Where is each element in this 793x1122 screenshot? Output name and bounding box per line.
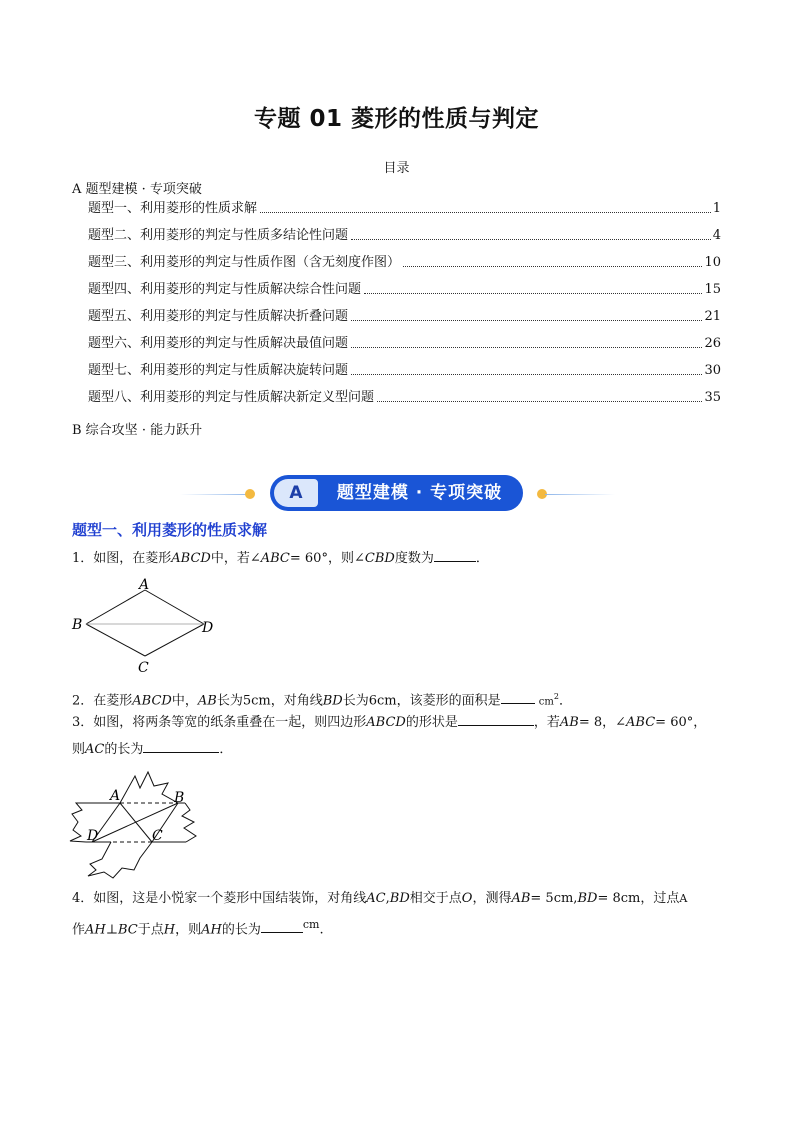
- toc-entry[interactable]: [88, 308, 721, 326]
- toc-entry-leader: [260, 212, 711, 213]
- q2-text: 2．在菱形: [72, 693, 133, 709]
- question-1: [72, 548, 722, 570]
- toc-entry-label: 题型七、利用菱形的判定与性质解决旋转问题: [88, 363, 349, 378]
- toc-entry[interactable]: [88, 389, 721, 407]
- q3-text: 则: [72, 742, 86, 757]
- toc-entry[interactable]: [88, 254, 721, 272]
- q4-math-ac: AC: [366, 891, 386, 906]
- q2-math-abcd: ABCD: [132, 693, 172, 709]
- q3-answer-blank-ac[interactable]: [143, 740, 219, 753]
- toc-heading: 目录: [383, 161, 410, 176]
- q1-label-c: C: [138, 660, 149, 676]
- toc-entry[interactable]: [88, 281, 721, 299]
- q3-text: 的形状是: [405, 715, 458, 730]
- q4-perp: ⊥: [105, 922, 118, 938]
- q3-text: ，若: [533, 715, 560, 730]
- type-heading: 题型一、利用菱形的性质求解: [72, 521, 268, 539]
- q4-math-bc: BC: [117, 922, 138, 938]
- toc-entry-leader: [351, 374, 702, 375]
- toc-entry[interactable]: [88, 200, 721, 218]
- q2-math-ab: AB: [197, 693, 217, 709]
- q1-rhombus-figure: [68, 576, 228, 676]
- q1-edge-ab: [86, 590, 145, 624]
- q1-text: 中，若: [210, 551, 250, 566]
- q1-edge-dc: [145, 624, 204, 656]
- q4-text: 4．如图，这是小悦家一个菱形中国结装饰，对角线: [72, 891, 367, 906]
- q1-answer-blank[interactable]: [434, 549, 476, 562]
- q1-label-a: A: [139, 577, 150, 593]
- q1-text: 度数为: [394, 551, 434, 566]
- q3-label-c: C: [152, 828, 163, 844]
- q3-strip-right-edge: [182, 803, 196, 842]
- q4-text: 作: [72, 922, 86, 938]
- q1-label-d: D: [202, 620, 214, 636]
- q3-text: ，: [602, 715, 616, 730]
- q1-edge-ad: [145, 590, 204, 624]
- banner-badge: A: [274, 479, 318, 507]
- q1-label-b: B: [72, 617, 83, 633]
- q3-text: 3．如图，将两条等宽的纸条重叠在一起，则四边形: [72, 715, 367, 730]
- question-3: [72, 712, 722, 734]
- q4-text: ，过点: [640, 891, 680, 906]
- q4-value-ab: = 5cm,: [530, 891, 578, 906]
- q3-label-b: B: [174, 790, 185, 806]
- q1-math-value: = 60°: [289, 551, 328, 566]
- q2-value-ab: 5cm: [242, 693, 271, 709]
- q4-text: ，测得: [472, 891, 512, 906]
- q4-math-bd-2: BD: [577, 891, 598, 906]
- toc-entry[interactable]: [88, 362, 721, 380]
- toc-entry-page: 30: [704, 363, 721, 378]
- q4-text: .: [319, 922, 324, 938]
- toc-entry-page: 21: [704, 309, 721, 324]
- q4-math-o: O: [461, 891, 473, 906]
- q4-unit: cm: [302, 918, 320, 931]
- toc-entry-leader: [351, 320, 702, 321]
- banner-line-right: [545, 494, 615, 495]
- toc-entry[interactable]: [88, 335, 721, 353]
- q4-text: ，则: [175, 922, 202, 938]
- question-3-line-2: [72, 739, 722, 761]
- q3-math-angle: ∠ABC: [615, 715, 656, 730]
- toc-entry-leader: [364, 293, 702, 294]
- q3-strip-bottom-edge: [88, 842, 152, 878]
- toc-entry-page: 4: [712, 228, 721, 243]
- q2-value-bd: 6cm: [368, 693, 397, 709]
- q3-answer-blank-shape[interactable]: [458, 713, 534, 726]
- q3-strip-top-edge: [120, 772, 178, 803]
- q2-text: 中，: [171, 693, 198, 709]
- toc-entry-label: 题型一、利用菱形的性质求解: [88, 201, 258, 216]
- toc-entry-page: 15: [704, 282, 721, 297]
- q2-unit: cm: [538, 696, 554, 708]
- q4-text: ,: [385, 891, 390, 906]
- banner-text: 题型建模 · 专项突破: [336, 483, 503, 503]
- toc-entry-page: 26: [704, 336, 721, 351]
- toc-entry-label: 题型二、利用菱形的判定与性质多结论性问题: [88, 228, 349, 243]
- q4-math-bd: BD: [389, 891, 410, 906]
- toc-entry-page: 1: [712, 201, 721, 216]
- q3-math-ab: AB: [559, 715, 579, 730]
- q4-math-ah-2: AH: [201, 922, 222, 938]
- q1-math-abcd: ABCD: [171, 551, 211, 566]
- q3-value-ab: = 8: [578, 715, 603, 730]
- toc-entry-label: 题型八、利用菱形的判定与性质解决新定义型问题: [88, 390, 375, 405]
- toc-entry-page: 35: [704, 390, 721, 405]
- q1-edge-bc: [86, 624, 145, 656]
- q3-math-abcd: ABCD: [366, 715, 406, 730]
- q2-text: ，对角线: [270, 693, 323, 709]
- toc-entry-label: 题型五、利用菱形的判定与性质解决折叠问题: [88, 309, 349, 324]
- q4-point-a: A: [679, 892, 688, 905]
- q2-text: ，该菱形的面积是: [396, 693, 501, 709]
- q3-label-a: A: [110, 788, 121, 804]
- question-4-line-2: [72, 914, 722, 941]
- q2-answer-blank[interactable]: [501, 691, 535, 704]
- q4-math-ah: AH: [85, 922, 106, 938]
- toc-entry-leader: [403, 266, 702, 267]
- q4-text: 相交于点: [409, 891, 462, 906]
- section-banner: [270, 475, 523, 511]
- toc-section-a[interactable]: A 题型建模 · 专项突破: [72, 182, 202, 197]
- q3-text: ，: [693, 715, 707, 730]
- q2-unit-sup: 2: [553, 692, 559, 701]
- q4-answer-blank[interactable]: [261, 920, 303, 933]
- q4-math-ab: AB: [511, 891, 531, 906]
- q2-text: 长为: [216, 693, 243, 709]
- q4-text: 的长为: [221, 922, 261, 938]
- banner-line-left: [180, 494, 250, 495]
- q4-value-bd: = 8cm: [597, 891, 641, 906]
- q4-math-h: H: [163, 922, 176, 938]
- q1-math-angle: ∠ABC: [249, 551, 290, 566]
- question-2: [72, 686, 722, 713]
- toc-section-b[interactable]: B 综合攻坚 · 能力跃升: [72, 423, 203, 438]
- q4-text: 于点: [137, 922, 164, 938]
- toc-entry-leader: [377, 401, 702, 402]
- q3-paper-strips-figure: [68, 766, 203, 881]
- toc-entry-leader: [351, 347, 702, 348]
- toc-entry-page: 10: [704, 255, 721, 270]
- q2-text: ．: [558, 693, 572, 709]
- q1-text: ，则: [327, 551, 354, 566]
- q3-math-ac: AC: [85, 742, 105, 757]
- q1-text: ．: [475, 551, 489, 566]
- q3-value-angle: = 60°: [655, 715, 694, 730]
- toc-entry[interactable]: [88, 227, 721, 245]
- q2-math-bd: BD: [322, 693, 343, 709]
- question-4: [72, 888, 722, 910]
- q1-math-angle-cbd: ∠CBD: [353, 551, 395, 566]
- toc-entry-leader: [351, 239, 711, 240]
- q3-text: ．: [219, 742, 233, 757]
- q3-label-d: D: [87, 828, 99, 844]
- toc-entry-label: 题型四、利用菱形的判定与性质解决综合性问题: [88, 282, 362, 297]
- toc-entry-label: 题型六、利用菱形的判定与性质解决最值问题: [88, 336, 349, 351]
- q1-text: 1．如图，在菱形: [72, 551, 172, 566]
- toc-entry-label: 题型三、利用菱形的判定与性质作图（含无刻度作图）: [88, 255, 401, 270]
- q3-text: 的长为: [104, 742, 144, 757]
- q2-text: 长为: [342, 693, 369, 709]
- page-title: 专题 01 菱形的性质与判定: [253, 106, 540, 132]
- banner-dot-left: [245, 489, 255, 499]
